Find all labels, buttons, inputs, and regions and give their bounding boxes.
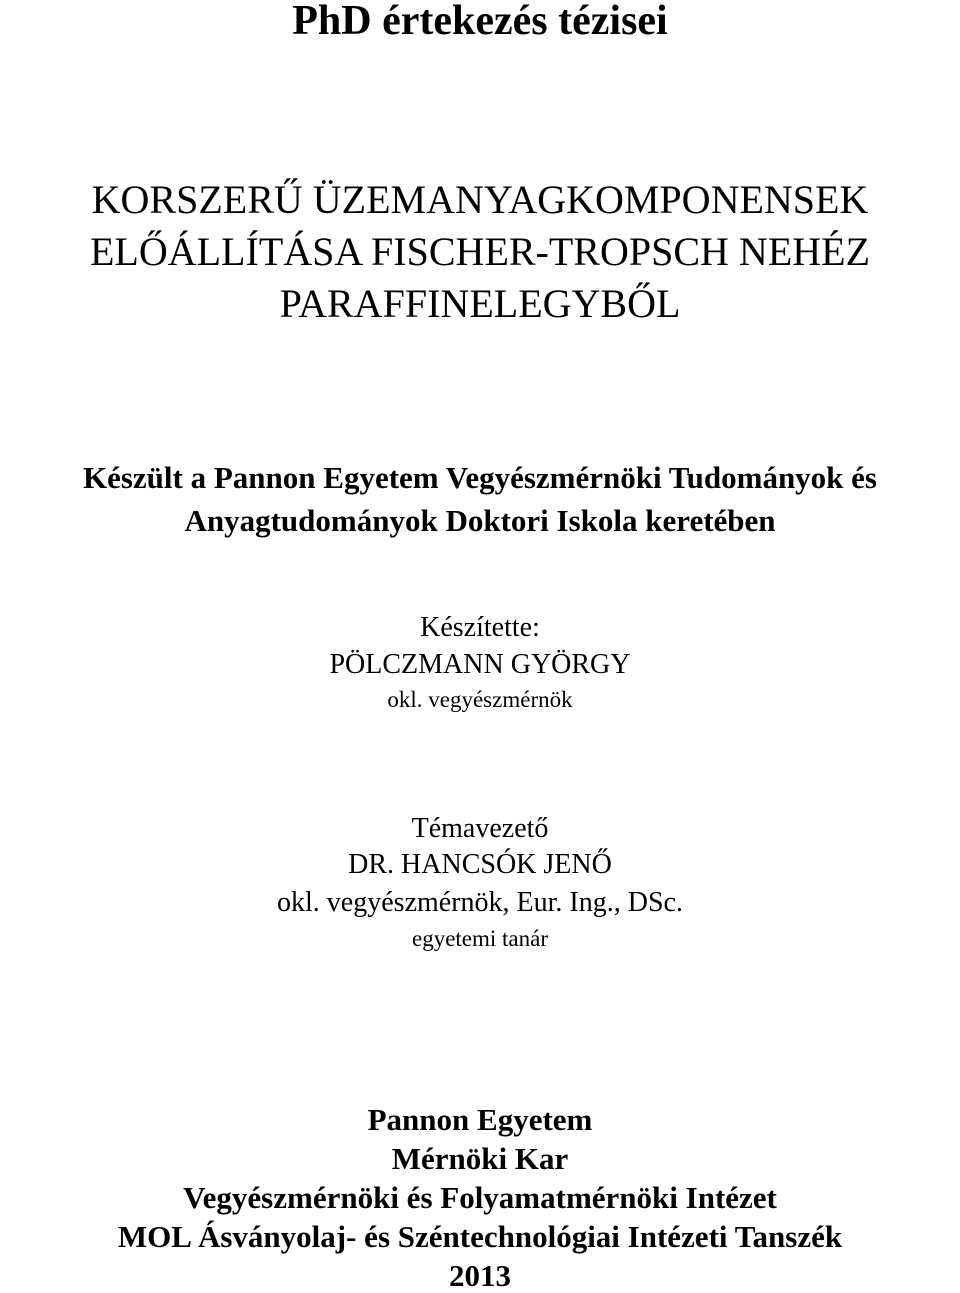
institution-institute: Vegyészmérnöki és Folyamatmérnöki Intézet <box>183 1180 777 1215</box>
author-title: okl. vegyészmérnök <box>387 687 573 712</box>
thesis-title-line-1: KORSZERŰ ÜZEMANYAGKOMPONENSEK <box>91 177 869 222</box>
institution-faculty: Mérnöki Kar <box>391 1141 569 1176</box>
document-heading: PhD értekezés tézisei <box>292 0 668 44</box>
institution-university: Pannon Egyetem <box>367 1102 593 1137</box>
thesis-title-line-2: ELŐÁLLÍTÁSA FISCHER-TROPSCH NEHÉZ <box>89 229 871 274</box>
publication-year: 2013 <box>449 1258 511 1293</box>
author-name: PÖLCZMANN GYÖRGY <box>329 649 631 680</box>
prepared-at-line-1: Készült a Pannon Egyetem Vegyészmérnöki Tudományok és <box>82 460 877 495</box>
thesis-title-line-3: PARAFFINELEGYBŐL <box>279 281 681 326</box>
supervisor-credentials: okl. vegyészmérnök, Eur. Ing., DSc. <box>277 887 683 918</box>
prepared-at-line-2: Anyagtudományok Doktori Iskola keretében <box>184 503 776 538</box>
supervisor-position: egyetemi tanár <box>411 926 548 951</box>
author-label: Készítette: <box>420 612 540 643</box>
institution-department: MOL Ásványolaj- és Széntechnológiai Intézeti Tanszék <box>117 1219 843 1254</box>
supervisor-label: Témavezető <box>411 813 549 844</box>
supervisor-name: DR. HANCSÓK JENŐ <box>348 849 612 880</box>
